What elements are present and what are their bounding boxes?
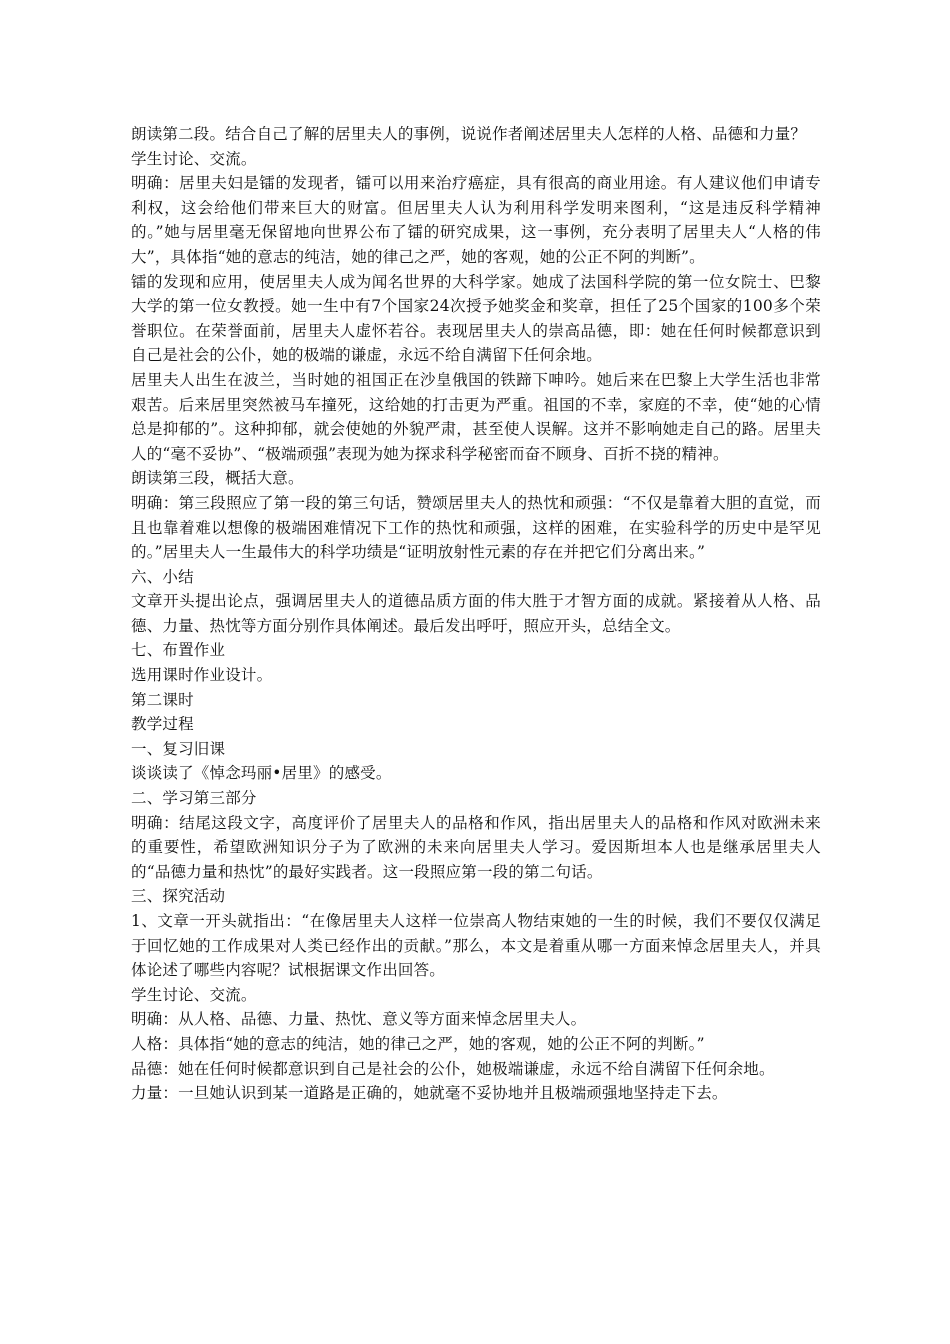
paragraph: 力量：一旦她认识到某一道路是正确的，她就毫不妥协地并且极端顽强地坚持走下去。 [131,1084,728,1103]
section-heading: 一、复习旧课 [131,739,226,758]
section-heading: 二、学习第三部分 [131,789,257,808]
paragraph: 学生讨论、交流。 [131,985,257,1004]
paragraph: 明确：第三段照应了第一段的第三句话，赞颂居里夫人的热忱和顽强：“不仅是靠着大胆的直觉，而且也靠着难以想像的极端困难情况下工作的热忱和顽强，这样的困难，在实验科学的历史中是罕见的。”居里夫人一生最伟大的科学功绩是“证明放射性元素的存在并把它们分离出来。” [131,493,821,562]
paragraph: 1、文章一开头就指出：“在像居里夫人这样一位崇高人物结束她的一生的时候，我们不要仅仅满足于回忆她的工作成果对人类已经作出的贡献。”那么，本文是着重从哪一方面来悼念居里夫人，并具体论述了哪些内容呢？试根据课文作出回答。 [131,912,821,980]
paragraph: 文章开头提出论点，强调居里夫人的道德品质方面的伟大胜于才智方面的成就。紧接着从人格、品德、力量、热忱等方面分别作具体阐述。最后发出呼吁，照应开头，总结全文。 [131,592,821,635]
paragraph: 学生讨论、交流。 [131,149,257,168]
section-heading: 教学过程 [131,715,194,734]
paragraph: 明确：居里夫妇是镭的发现者，镭可以用来治疗癌症，具有很高的商业用途。有人建议他们申请专利权，这会给他们带来巨大的财富。但居里夫人认为利用科学发明来图利，“这是违反科学精神的。”她与居里毫无保留地向世界公布了镭的研究成果，这一事例，充分表明了居里夫人“人格的伟大”，具体指“她的意志的纯洁，她的律己之严，她的客观，她的公正不阿的判断”。 [131,174,821,266]
section-heading: 六、小结 [131,567,194,586]
paragraph: 明确：结尾这段文字，高度评价了居里夫人的品格和作风，指出居里夫人的品格和作风对欧洲未来的重要性，希望欧洲知识分子为了欧洲的未来向居里夫人学习。爱因斯坦本人也是继承居里夫人的“品德力量和热忱”的最好实践者。这一段照应第一段的第二句话。 [131,813,821,881]
section-heading: 七、布置作业 [131,641,226,660]
paragraph: 选用课时作业设计。 [131,666,273,685]
paragraph: 品德：她在任何时候都意识到自己是社会的公仆，她极端谦虚，永远不给自满留下任何余地。 [131,1059,775,1078]
paragraph: 朗读第二段。结合自己了解的居里夫人的事例，说说作者阐述居里夫人怎样的人格、品德和力量？ [131,125,807,143]
section-heading: 三、探究活动 [131,887,226,906]
paragraph: 明确：从人格、品德、力量、热忱、意义等方面来悼念居里夫人。 [131,1010,587,1029]
document-body [131,122,821,1106]
paragraph: 人格：具体指“她的意志的纯洁，她的律己之严，她的客观，她的公正不阿的判断。” [131,1034,705,1053]
paragraph: 镭的发现和应用，使居里夫人成为闻名世界的大科学家。她成了法国科学院的第一位女院士、巴黎大学的第一位女教授。她一生中有7个国家24次授予她奖金和奖章，担任了25个国家的100多个荣誉职位。在荣誉面前，居里夫人虚怀若谷。表现居里夫人的崇高品德，即：她在任何时候都意识到自己是社会的公仆，她的极端的谦虚，永远不给自满留下任何余地。 [131,272,821,365]
section-heading: 第二课时 [131,690,194,709]
paragraph: 谈谈读了《悼念玛丽•居里》的感受。 [131,764,392,783]
paragraph: 朗读第三段，概括大意。 [131,469,304,488]
paragraph: 居里夫人出生在波兰，当时她的祖国正在沙皇俄国的铁蹄下呻吟。她后来在巴黎上大学生活也非常艰苦。后来居里突然被马车撞死，这给她的打击更为严重。祖国的不幸，家庭的不幸，使“她的心情总是抑郁的”。这种抑郁，就会使她的外貌严肃，甚至使人误解。这并不影响她走自己的路。居里夫人的“毫不妥协”、“极端顽强”表现为她为探求科学秘密而奋不顾身、百折不挠的精神。 [131,370,821,463]
